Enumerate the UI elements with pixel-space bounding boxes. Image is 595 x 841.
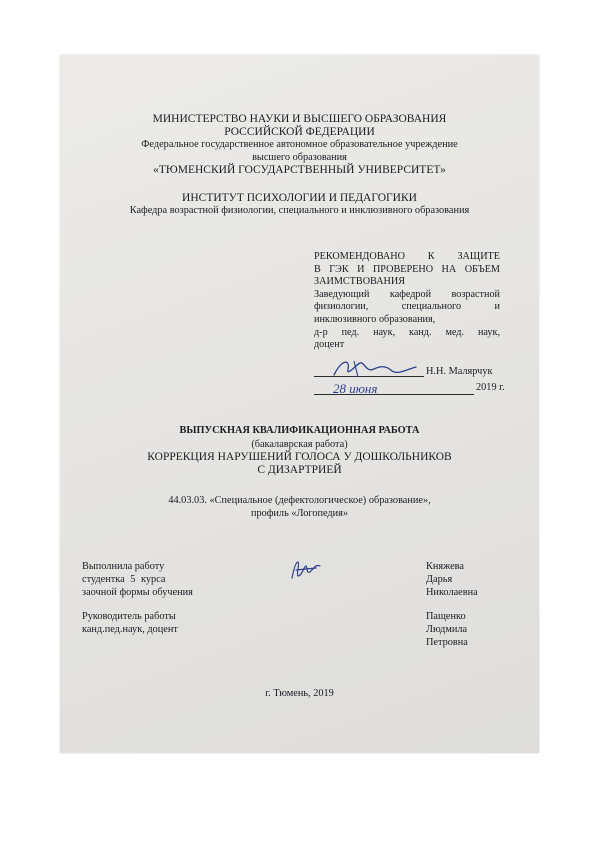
head-degree-line-1: д-р пед. наук, канд. мед. наук,: [314, 326, 500, 338]
supervisor-label-line-2: канд.пед.наук, доцент: [82, 624, 178, 635]
work-type: ВЫПУСКНАЯ КВАЛИФИКАЦИОННАЯ РАБОТА: [179, 425, 420, 436]
ministry-line-2: РОССИЙСКОЙ ФЕДЕРАЦИИ: [224, 126, 375, 138]
handwritten-date: 28 июня: [333, 381, 378, 396]
author-label-line-1: Выполнила работу: [82, 561, 165, 572]
university-name: «ТЮМЕНСКИЙ ГОСУДАРСТВЕННЫЙ УНИВЕРСИТЕТ»: [153, 164, 446, 176]
recommendation-block: [314, 251, 500, 352]
supervisor-label-line-1: Руководитель работы: [82, 611, 176, 622]
author-label-line-3: заочной формы обучения: [82, 587, 193, 598]
work-subtype: (бакалаврская работа): [251, 439, 348, 450]
ministry-line-1: МИНИСТЕРСТВО НАУКИ И ВЫСШЕГО ОБРАЗОВАНИЯ: [152, 113, 447, 125]
supervisor-patronymic: Петровна: [426, 637, 468, 648]
head-name: Н.Н. Малярчук: [426, 366, 493, 377]
recommendation-line-3: ЗАИМСТВОВАНИЯ: [314, 276, 406, 288]
head-role-line-2: физиологии, специального и: [314, 301, 500, 313]
recommendation-line-1: РЕКОМЕНДОВАНО К ЗАЩИТЕ: [314, 251, 500, 262]
head-signature: [330, 355, 420, 383]
supervisor-name: Людмила: [426, 624, 468, 635]
recommendation-line-2: В ГЭК И ПРОВЕРЕНО НА ОБЪЕМ: [314, 263, 500, 275]
work-title-line-2: С ДИЗАРТРИЕЙ: [257, 464, 342, 476]
program-line-2: профиль «Логопедия»: [250, 508, 349, 519]
institute-name: ИНСТИТУТ ПСИХОЛОГИИ И ПЕДАГОГИКИ: [182, 192, 417, 204]
recommendation-year: 2019 г.: [476, 382, 505, 393]
title-page: [60, 55, 539, 753]
department-name: Кафедра возрастной физиологии, специального и инклюзивного образования: [129, 205, 470, 216]
city-year: г. Тюмень, 2019: [265, 688, 334, 699]
head-role-line-3: инклюзивного образования,: [314, 313, 436, 325]
author-surname: Княжева: [426, 561, 464, 572]
work-title-line-1: КОРРЕКЦИЯ НАРУШЕНИЙ ГОЛОСА У ДОШКОЛЬНИКОВ: [147, 451, 452, 463]
head-role-line-1: Заведующий кафедрой возрастной: [314, 288, 500, 300]
author-label-line-2: студентка 5 курса: [82, 574, 166, 585]
head-degree-line-2: доцент: [314, 339, 345, 351]
supervisor-surname: Пащенко: [426, 611, 466, 622]
program-line-1: 44.03.03. «Специальное (дефектологическое) образование»,: [168, 495, 431, 506]
institution-line-1: Федеральное государственное автономное образовательное учреждение: [141, 139, 458, 150]
author-name: Дарья: [426, 574, 453, 585]
institution-line-2: высшего образования: [252, 152, 347, 163]
author-signature: [286, 558, 326, 584]
author-patronymic: Николаевна: [426, 587, 478, 598]
